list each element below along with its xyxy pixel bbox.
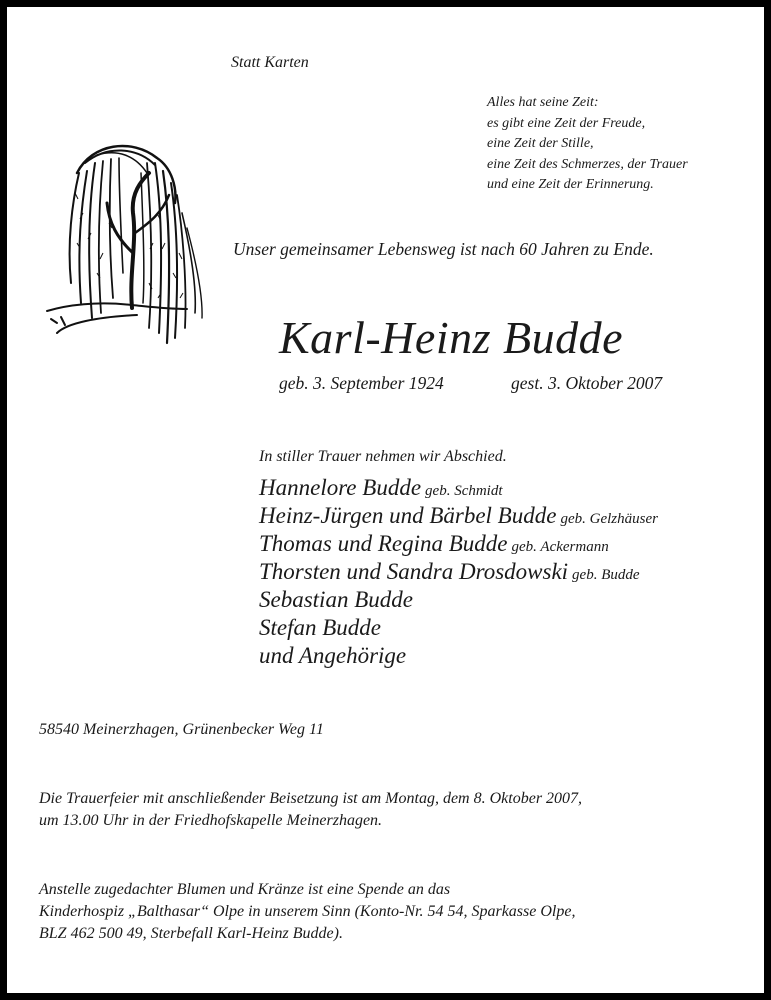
mourning-line: In stiller Trauer nehmen wir Abschied. [259,448,507,465]
quote-block [487,93,688,196]
family-member: Hannelore Budde geb. Schmidt [259,475,503,500]
willow-tree-icon [37,133,217,363]
donation-line: BLZ 462 500 49, Sterbefall Karl-Heinz Budde). [39,925,343,942]
funeral-line: Die Trauerfeier mit anschließender Beisetzung ist am Montag, dem 8. Oktober 2007, [39,790,583,807]
quote-line: und eine Zeit der Erinnerung. [487,177,654,192]
family-member: Sebastian Budde [259,587,413,612]
family-member: Thorsten und Sandra Drosdowski geb. Budde [259,559,640,584]
family-member: Thomas und Regina Budde geb. Ackermann [259,531,609,556]
address: 58540 Meinerzhagen, Grünenbecker Weg 11 [39,721,324,738]
donation-info [39,879,575,945]
family-list [259,474,658,670]
donation-line: Kinderhospiz „Balthasar“ Olpe in unserem Sinn (Konto-Nr. 54 54, Sparkasse Olpe, [39,903,576,920]
statt-karten-label: Statt Karten [231,54,309,71]
funeral-info [39,788,582,832]
funeral-line: um 13.00 Uhr in der Friedhofskapelle Meinerzhagen. [39,812,383,829]
deceased-name: Karl-Heinz Budde [279,312,624,363]
family-member: Stefan Budde [259,615,381,640]
family-member: und Angehörige [259,643,407,668]
quote-line: es gibt eine Zeit der Freude, [487,115,646,131]
donation-line: Anstelle zugedachter Blumen und Kränze ist eine Spende an das [39,881,451,898]
intro-text: Unser gemeinsamer Lebensweg ist nach 60 Jahren zu Ende. [233,239,654,259]
family-member: Heinz-Jürgen und Bärbel Budde geb. Gelzhäuser [259,503,658,528]
birth-date: geb. 3. September 1924 [279,373,444,393]
quote-line: Alles hat seine Zeit: [487,95,599,110]
quote-line: eine Zeit des Schmerzes, der Trauer [487,156,688,172]
death-date: gest. 3. Oktober 2007 [511,373,663,393]
quote-line: eine Zeit der Stille, [487,136,594,151]
